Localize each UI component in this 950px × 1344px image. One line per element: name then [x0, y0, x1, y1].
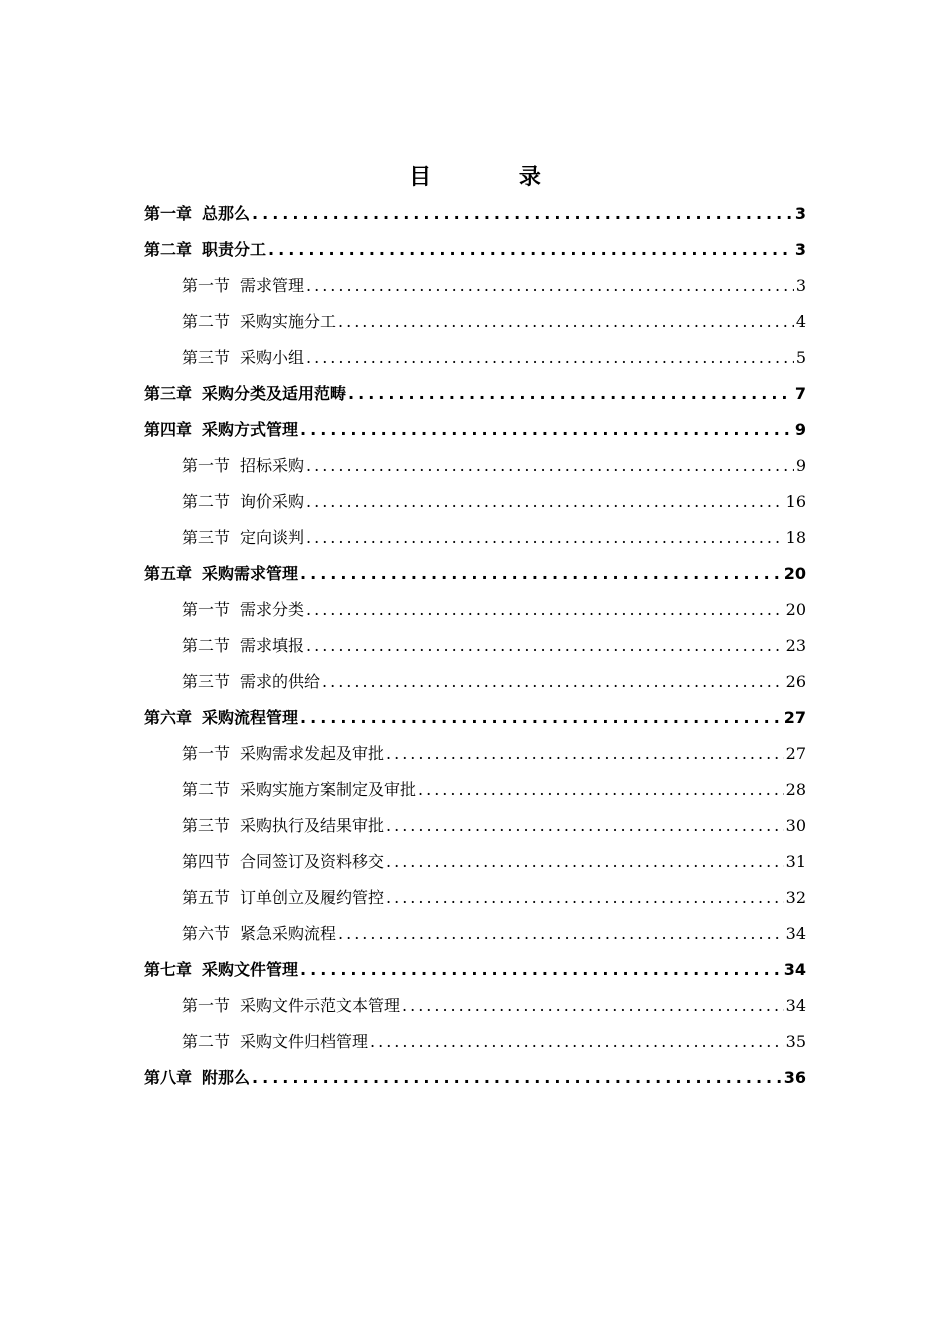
toc-dot-leader — [268, 232, 793, 268]
toc-entry-title: 订单创立及履约管控 — [240, 888, 385, 907]
toc-entry-title: 采购流程管理 — [202, 708, 299, 727]
toc-entry-label — [144, 556, 298, 592]
toc-entry-title: 招标采购 — [240, 456, 305, 475]
toc-section-entry[interactable] — [144, 844, 806, 880]
toc-entry-title: 询价采购 — [240, 492, 305, 511]
toc-entry-number: 第一节 — [182, 600, 231, 619]
toc-entry-number: 第七章 — [144, 960, 193, 979]
toc-page-number: 3 — [794, 240, 806, 259]
toc-chapter-entry[interactable] — [144, 376, 806, 412]
toc-entry-label — [182, 304, 336, 340]
toc-entry-title: 采购分类及适用范畴 — [202, 384, 347, 403]
toc-entry-title: 采购文件示范文本管理 — [240, 996, 401, 1015]
toc-dot-leader — [300, 700, 782, 736]
toc-entry-label — [144, 412, 298, 448]
toc-dot-leader — [386, 808, 784, 844]
toc-entry-number: 第二节 — [182, 1032, 231, 1051]
toc-page-number: 20 — [783, 564, 806, 583]
toc-section-entry[interactable] — [144, 592, 806, 628]
toc-dot-leader — [252, 196, 793, 232]
toc-chapter-entry[interactable] — [144, 556, 806, 592]
toc-entry-title: 采购文件管理 — [202, 960, 299, 979]
toc-entry-title: 需求分类 — [240, 600, 305, 619]
toc-entry-title: 需求填报 — [240, 636, 305, 655]
toc-entry-title: 合同签订及资料移交 — [240, 852, 385, 871]
toc-entry-number: 第八章 — [144, 1068, 193, 1087]
toc-page-number: 36 — [783, 1068, 806, 1087]
toc-entry-title: 采购方式管理 — [202, 420, 299, 439]
toc-entry-label — [144, 700, 298, 736]
toc-page-number: 5 — [795, 348, 806, 367]
toc-entry-title: 采购实施分工 — [240, 312, 337, 331]
toc-section-entry[interactable] — [144, 808, 806, 844]
toc-section-entry[interactable] — [144, 268, 806, 304]
toc-entry-label — [182, 484, 304, 520]
toc-section-entry[interactable] — [144, 664, 806, 700]
toc-chapter-entry[interactable] — [144, 1060, 806, 1096]
toc-entry-number: 第二节 — [182, 636, 231, 655]
toc-dot-leader — [300, 952, 782, 988]
toc-entry-label — [182, 772, 416, 808]
toc-page-number: 9 — [795, 456, 806, 475]
toc-page-number: 32 — [785, 888, 806, 907]
toc-entry-label — [182, 520, 304, 556]
toc-entry-number: 第三节 — [182, 348, 231, 367]
toc-entry-number: 第六章 — [144, 708, 193, 727]
toc-entry-number: 第一节 — [182, 456, 231, 475]
toc-entry-number: 第四节 — [182, 852, 231, 871]
toc-dot-leader — [322, 664, 784, 700]
toc-entry-label — [182, 592, 304, 628]
toc-entry-title: 采购执行及结果审批 — [240, 816, 385, 835]
toc-section-entry[interactable] — [144, 304, 806, 340]
toc-page-number: 26 — [785, 672, 806, 691]
page-title: 目 录 — [409, 165, 581, 190]
table-of-contents — [144, 196, 806, 1096]
toc-entry-title: 采购文件归档管理 — [240, 1032, 369, 1051]
toc-dot-leader — [386, 844, 784, 880]
toc-section-entry[interactable] — [144, 880, 806, 916]
toc-section-entry[interactable] — [144, 484, 806, 520]
toc-chapter-entry[interactable] — [144, 412, 806, 448]
toc-dot-leader — [402, 988, 784, 1024]
toc-dot-leader — [306, 448, 794, 484]
toc-entry-label — [144, 232, 266, 268]
toc-page-number: 35 — [785, 1032, 806, 1051]
toc-page-number: 3 — [794, 204, 806, 223]
toc-page-number: 18 — [785, 528, 806, 547]
toc-dot-leader — [306, 628, 784, 664]
toc-page-number: 34 — [785, 924, 806, 943]
toc-chapter-entry[interactable] — [144, 196, 806, 232]
toc-entry-label — [182, 628, 304, 664]
toc-dot-leader — [306, 592, 784, 628]
toc-page-number: 20 — [785, 600, 806, 619]
toc-entry-number: 第一章 — [144, 204, 193, 223]
toc-chapter-entry[interactable] — [144, 952, 806, 988]
toc-section-entry[interactable] — [144, 628, 806, 664]
toc-page-number: 9 — [794, 420, 806, 439]
toc-entry-label — [182, 664, 320, 700]
toc-entry-number: 第五章 — [144, 564, 193, 583]
toc-page-number: 27 — [785, 744, 806, 763]
toc-entry-number: 第五节 — [182, 888, 231, 907]
toc-chapter-entry[interactable] — [144, 232, 806, 268]
toc-entry-title: 紧急采购流程 — [240, 924, 337, 943]
toc-page-number: 4 — [795, 312, 806, 331]
toc-section-entry[interactable] — [144, 916, 806, 952]
toc-entry-number: 第一节 — [182, 744, 231, 763]
toc-entry-label — [182, 988, 400, 1024]
toc-page-number: 3 — [795, 276, 806, 295]
toc-dot-leader — [338, 304, 794, 340]
toc-entry-label — [144, 376, 346, 412]
toc-page-number: 34 — [783, 960, 806, 979]
toc-entry-number: 第六节 — [182, 924, 231, 943]
toc-page-number: 27 — [783, 708, 806, 727]
toc-page-number: 28 — [785, 780, 806, 799]
toc-entry-label — [182, 448, 304, 484]
toc-entry-title: 采购需求管理 — [202, 564, 299, 583]
toc-entry-label — [144, 196, 250, 232]
toc-entry-title: 采购实施方案制定及审批 — [240, 780, 417, 799]
toc-entry-label — [182, 916, 336, 952]
toc-page-number: 30 — [785, 816, 806, 835]
toc-entry-label — [144, 952, 298, 988]
toc-dot-leader — [306, 340, 794, 376]
toc-entry-title: 采购需求发起及审批 — [240, 744, 385, 763]
toc-entry-number: 第三节 — [182, 672, 231, 691]
toc-section-entry[interactable] — [144, 988, 806, 1024]
toc-section-entry[interactable] — [144, 1024, 806, 1060]
toc-page-number: 31 — [785, 852, 806, 871]
toc-entry-title: 附那么 — [202, 1068, 251, 1087]
toc-page-number: 7 — [794, 384, 806, 403]
toc-entry-title: 需求管理 — [240, 276, 305, 295]
toc-entry-label — [182, 808, 384, 844]
toc-entry-title: 职责分工 — [202, 240, 267, 259]
toc-dot-leader — [300, 412, 793, 448]
toc-entry-title: 定向谈判 — [240, 528, 305, 547]
toc-dot-leader — [338, 916, 784, 952]
toc-dot-leader — [418, 772, 784, 808]
toc-dot-leader — [252, 1060, 782, 1096]
toc-entry-number: 第一节 — [182, 276, 231, 295]
toc-entry-label — [182, 340, 304, 376]
toc-dot-leader — [370, 1024, 784, 1060]
toc-chapter-entry[interactable] — [144, 700, 806, 736]
toc-section-entry[interactable] — [144, 340, 806, 376]
toc-page-number: 16 — [785, 492, 806, 511]
toc-entry-number: 第一节 — [182, 996, 231, 1015]
toc-section-entry[interactable] — [144, 736, 806, 772]
toc-dot-leader — [386, 736, 784, 772]
toc-dot-leader — [300, 556, 782, 592]
toc-entry-number: 第二节 — [182, 312, 231, 331]
toc-entry-number: 第三节 — [182, 816, 231, 835]
toc-dot-leader — [306, 484, 784, 520]
toc-entry-label — [182, 1024, 368, 1060]
toc-entry-number: 第二节 — [182, 492, 231, 511]
toc-section-entry[interactable] — [144, 772, 806, 808]
toc-entry-label — [182, 268, 304, 304]
toc-section-entry[interactable] — [144, 448, 806, 484]
toc-page-number: 23 — [785, 636, 806, 655]
toc-entry-number: 第三章 — [144, 384, 193, 403]
toc-section-entry[interactable] — [144, 520, 806, 556]
toc-page-number: 34 — [785, 996, 806, 1015]
toc-entry-title: 总那么 — [202, 204, 251, 223]
toc-entry-number: 第二章 — [144, 240, 193, 259]
toc-entry-label — [182, 736, 384, 772]
toc-entry-title: 采购小组 — [240, 348, 305, 367]
toc-entry-number: 第二节 — [182, 780, 231, 799]
toc-entry-number: 第三节 — [182, 528, 231, 547]
toc-entry-label — [182, 880, 384, 916]
toc-entry-label — [144, 1060, 250, 1096]
toc-entry-number: 第四章 — [144, 420, 193, 439]
toc-dot-leader — [306, 520, 784, 556]
toc-entry-title: 需求的供给 — [240, 672, 321, 691]
toc-dot-leader — [306, 268, 794, 304]
toc-dot-leader — [386, 880, 784, 916]
toc-dot-leader — [348, 376, 793, 412]
toc-entry-label — [182, 844, 384, 880]
